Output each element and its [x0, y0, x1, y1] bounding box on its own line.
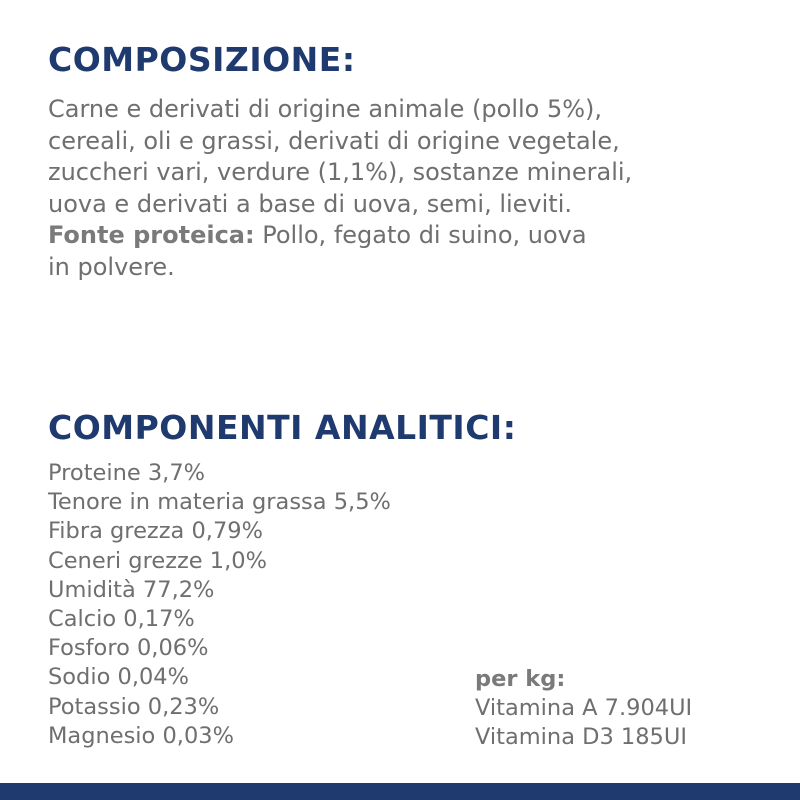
- protein-source-text: Pollo, fegato di suino, uova: [254, 221, 587, 249]
- analytical-item: Magnesio 0,03%: [48, 722, 234, 749]
- analytical-item: Calcio 0,17%: [48, 606, 195, 633]
- composition-heading: COMPOSIZIONE:: [48, 40, 356, 79]
- vitamin-item: Vitamina A 7.904UI: [475, 695, 693, 722]
- protein-source-line: [48, 220, 748, 252]
- analytical-components-heading: COMPONENTI ANALITICI:: [48, 408, 517, 447]
- protein-source-line-continued: in polvere.: [48, 252, 175, 281]
- per-kg-block: [475, 665, 692, 753]
- vitamin-item: Vitamina D3 185UI: [475, 724, 687, 751]
- analytical-item: Umidità 77,2%: [48, 576, 215, 603]
- analytical-item: Ceneri grezze 1,0%: [48, 547, 267, 574]
- per-kg-label: per kg:: [475, 666, 566, 692]
- analytical-components-list: [48, 459, 391, 751]
- analytical-item: Potassio 0,23%: [48, 693, 220, 720]
- analytical-item: Fosforo 0,06%: [48, 635, 209, 662]
- analytical-item: Fibra grezza 0,79%: [48, 518, 263, 545]
- analytical-item: Proteine 3,7%: [48, 460, 206, 486]
- footer-bar: [0, 783, 800, 800]
- composition-text: [48, 94, 748, 283]
- composition-line: Carne e derivati di origine animale (pollo 5%),: [48, 95, 603, 123]
- composition-line: zuccheri vari, verdure (1,1%), sostanze minerali,: [48, 158, 633, 186]
- composition-line: uova e derivati a base di uova, semi, lieviti.: [48, 189, 573, 218]
- analytical-item: Sodio 0,04%: [48, 664, 189, 691]
- protein-source-label: Fonte proteica:: [48, 221, 255, 249]
- analytical-item: Tenore in materia grassa 5,5%: [48, 489, 391, 516]
- composition-line: cereali, oli e grassi, derivati di origine vegetale,: [48, 126, 620, 155]
